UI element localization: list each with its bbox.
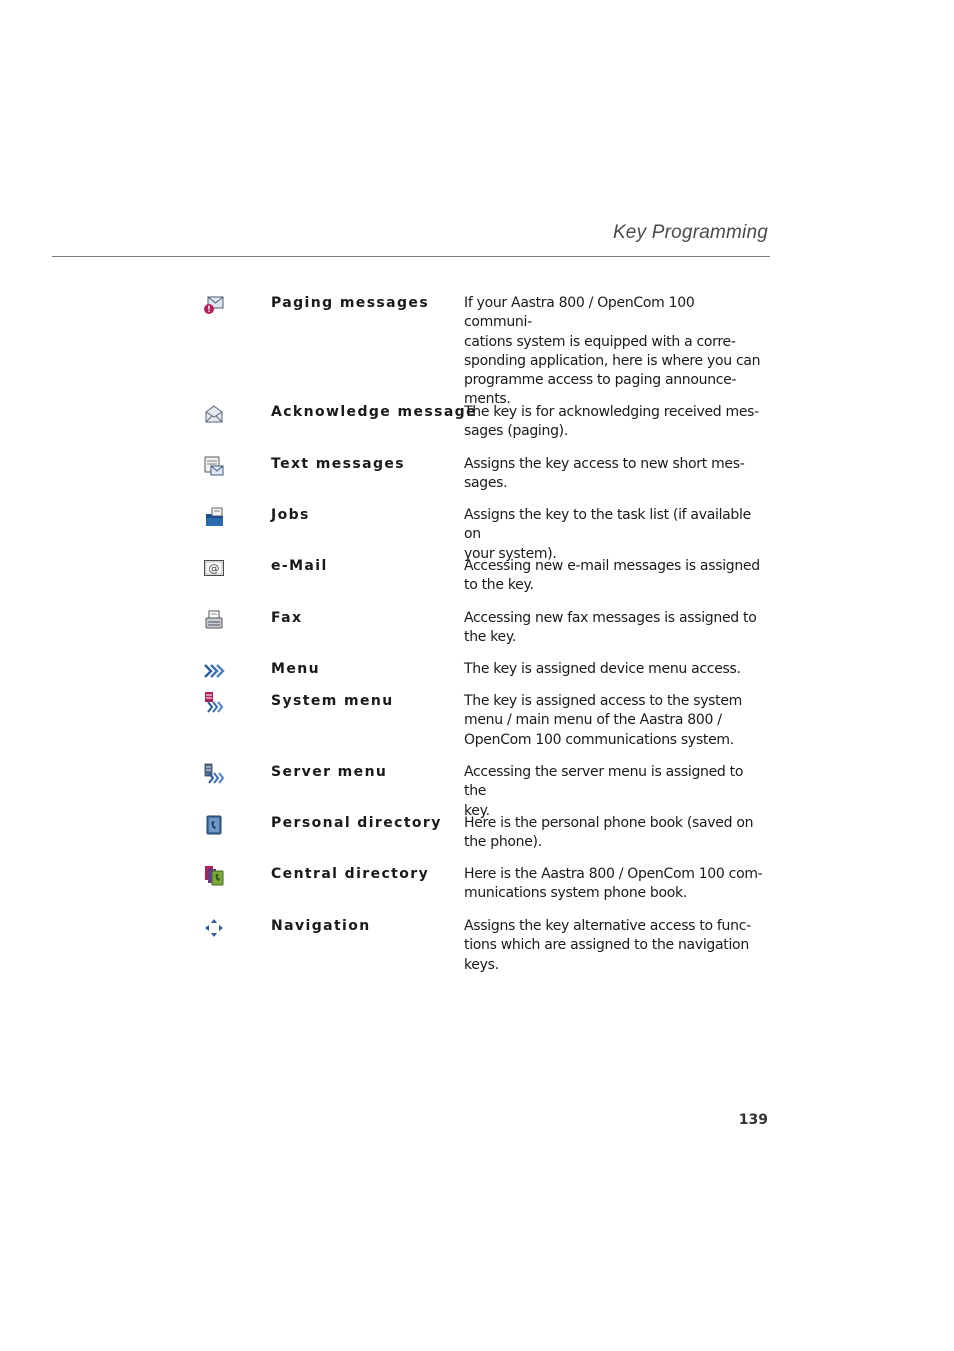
entry-description: The key is for acknowledging received mes- sages (paging). bbox=[464, 404, 759, 440]
text-message-icon bbox=[203, 455, 225, 477]
entry-term: System menu bbox=[271, 693, 394, 709]
entry-term: Acknowledge message bbox=[271, 404, 477, 420]
entry-term: Server menu bbox=[271, 764, 388, 780]
entry-description: If your Aastra 800 / OpenCom 100 communi- cations system is equipped with a corre- sponding application, here is where you can programme access to paging announce- ments. bbox=[464, 295, 761, 408]
acknowledge-envelope-icon bbox=[203, 403, 225, 425]
svg-text:@: @ bbox=[208, 562, 220, 575]
page-number: 139 bbox=[738, 1112, 768, 1128]
server-menu-icon bbox=[203, 763, 225, 785]
fax-machine-icon bbox=[203, 609, 225, 631]
entry-term: e-Mail bbox=[271, 558, 328, 574]
system-menu-icon bbox=[203, 692, 225, 714]
entry-description: Assigns the key to the task list (if available on your system). bbox=[464, 507, 751, 562]
entry-term: Fax bbox=[271, 610, 303, 626]
entry-term: Personal directory bbox=[271, 815, 442, 831]
jobs-folder-icon bbox=[203, 506, 225, 528]
menu-chevrons-icon bbox=[203, 660, 225, 682]
section-title: Key Programming bbox=[612, 222, 768, 243]
email-at-icon bbox=[203, 557, 225, 579]
entry-term: Jobs bbox=[271, 507, 310, 523]
entry-description: Assigns the key access to new short mes- sages. bbox=[464, 456, 745, 492]
personal-phonebook-icon bbox=[203, 814, 225, 836]
entry-description: Assigns the key alternative access to func- tions which are assigned to the navigation keys. bbox=[464, 918, 751, 973]
navigation-arrows-icon bbox=[203, 917, 225, 939]
central-phonebook-icon bbox=[203, 865, 225, 887]
entry-term: Navigation bbox=[271, 918, 371, 934]
entry-description: Accessing new e-mail messages is assigned to the key. bbox=[464, 558, 760, 594]
entry-term: Central directory bbox=[271, 866, 430, 882]
entry-term: Menu bbox=[271, 661, 320, 677]
entry-description: The key is assigned access to the system menu / main menu of the Aastra 800 / OpenCom 100 communications system. bbox=[464, 693, 743, 748]
entry-description: Here is the personal phone book (saved on the phone). bbox=[464, 815, 754, 851]
entry-term: Paging messages bbox=[271, 295, 430, 311]
entry-description: The key is assigned device menu access. bbox=[464, 661, 741, 677]
entry-description: Accessing the server menu is assigned to the key. bbox=[464, 764, 744, 819]
entry-description: Accessing new fax messages is assigned to the key. bbox=[464, 610, 757, 646]
paging-message-icon bbox=[203, 294, 225, 316]
entry-term: Text messages bbox=[271, 456, 406, 472]
entry-description: Here is the Aastra 800 / OpenCom 100 com- munications system phone book. bbox=[464, 866, 763, 902]
header-divider bbox=[52, 256, 770, 257]
